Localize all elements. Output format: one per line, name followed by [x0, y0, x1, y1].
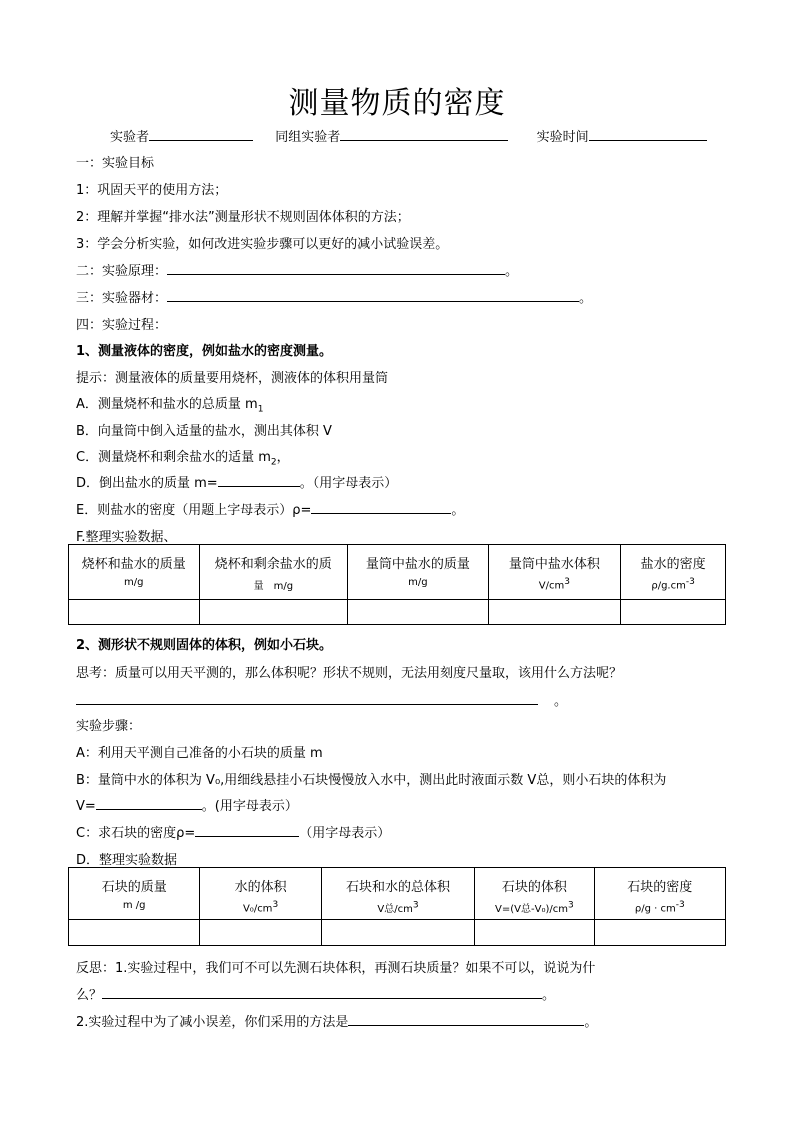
step-c2-blank[interactable] [195, 823, 299, 837]
data-cell[interactable] [69, 920, 200, 946]
reflect-q1b: 么？ [76, 988, 103, 1003]
part1-step-c [76, 446, 290, 468]
data-cell[interactable] [475, 920, 594, 946]
unit-main: V₀/cm [242, 903, 273, 915]
principle-blank[interactable] [167, 261, 505, 275]
unit-main: ρ/g.cm [651, 580, 686, 592]
unit-text [475, 900, 593, 915]
data-cell[interactable] [348, 600, 489, 625]
unit-sup: -3 [685, 577, 695, 587]
reflect-q2-text: 2.实验过程中为了减小误差，你们采用的方法是 [76, 1015, 349, 1030]
partner-label: 同组实验者 [275, 130, 341, 145]
unit-text [322, 900, 474, 915]
header-text: 石块的密度 [627, 880, 693, 895]
step-d-text: D．倒出盐水的质量 m= [76, 476, 218, 491]
header-line [110, 126, 707, 145]
unit-text: m/g [124, 577, 144, 588]
header-text: 石块和水的总体积 [345, 880, 450, 895]
unit-text: 量 m/g [253, 581, 294, 592]
header-text: 石块的质量 [101, 880, 167, 895]
part2-step-b: B：量筒中水的体积为 V₀,用细线悬挂小石块慢慢放入水中，测出此时液面示数 V总，则小石块的体积为 [76, 773, 667, 788]
unit-text [200, 900, 320, 914]
header-text: 石块的体积 [501, 880, 567, 895]
steps-label: 实验步骤： [76, 719, 142, 734]
part1-step-a [76, 393, 263, 415]
reflect-q1-cont [76, 984, 555, 1003]
step-a-subscript: 1 [257, 404, 264, 415]
table-header-cell [621, 545, 726, 600]
equipment-blank[interactable] [167, 288, 579, 302]
table-data-row [69, 600, 726, 625]
part1-step-b: B．向量筒中倒入适量的盐水，测出其体积 V [76, 424, 332, 439]
unit-text [489, 577, 621, 591]
unit-sup: 3 [564, 577, 570, 587]
table-header-cell [348, 545, 489, 600]
unit-sup: 3 [412, 900, 419, 911]
data-cell[interactable] [621, 600, 726, 625]
header-text: 水的体积 [234, 880, 287, 895]
part1-step-d [76, 472, 397, 491]
unit-text: m /g [122, 900, 146, 911]
step-b-post: 。(用字母表示） [201, 799, 298, 814]
unit-text [595, 900, 725, 914]
think-end: 。 [554, 694, 568, 709]
reflect-q1-blank[interactable] [102, 985, 542, 999]
data-cell[interactable] [199, 600, 348, 625]
step-e-text: E．则盐水的密度（用题上字母表示）ρ= [76, 503, 312, 518]
unit-main: ρ/g · cm [634, 903, 676, 915]
part1-heading: 1、测量液体的密度，例如盐水的密度测量。 [76, 344, 333, 359]
step-d-blank[interactable] [218, 473, 300, 487]
step-c-text: C．测量烧杯和剩余盐水的适量 m [76, 450, 271, 465]
unit-sup: 3 [567, 900, 574, 911]
step-c-subscript: 2 [270, 457, 277, 468]
part1-hint: 提示：测量液体的质量要用烧杯，测液体的体积用量筒 [76, 371, 389, 386]
experimenter-blank[interactable] [149, 127, 253, 141]
step-c2-text: C：求石块的密度ρ= [76, 826, 196, 841]
page-title: 测量物质的密度 [288, 86, 506, 121]
section-1-heading: 一：实验目标 [76, 156, 155, 171]
header-text: 烧杯和盐水的质量 [81, 557, 186, 572]
step-a-text: A．测量烧杯和盐水的总质量 m [76, 397, 258, 412]
salt-water-table [68, 544, 726, 625]
table-header-row [69, 868, 726, 920]
part2-step-c [76, 822, 390, 841]
partner-blank[interactable] [340, 127, 508, 141]
unit-text: m/g [408, 577, 428, 588]
header-text: 盐水的密度 [640, 557, 706, 572]
reflect-q1: 反思：1.实验过程中，我们可不可以先测石块体积，再测石块质量？如果不可以，说说为什 [76, 961, 596, 976]
step-b-v: V= [76, 799, 96, 814]
equipment-line [76, 287, 592, 306]
table-data-row [69, 920, 726, 946]
step-c-end: ， [276, 450, 290, 465]
time-blank[interactable] [589, 127, 707, 141]
data-cell[interactable] [69, 600, 200, 625]
data-cell[interactable] [488, 600, 621, 625]
think-answer-line [76, 690, 567, 709]
process-heading: 四：实验过程： [76, 318, 168, 333]
step-e-post: 。 [451, 503, 465, 518]
table-header-cell [69, 545, 200, 600]
data-cell[interactable] [594, 920, 725, 946]
table-header-cell [475, 868, 594, 920]
objective-3: 3：学会分析实验，如何改进实验步骤可以更好的减小试验误差。 [76, 237, 449, 252]
part2-step-b-cont [76, 795, 298, 814]
table-header-cell [488, 545, 621, 600]
unit-sup: -3 [675, 900, 685, 910]
table-header-cell [69, 868, 200, 920]
table-header-cell [199, 545, 348, 600]
reflect-q1-end: 。 [542, 988, 556, 1003]
time-label: 实验时间 [536, 130, 589, 145]
stone-table [68, 867, 726, 946]
table-header-cell [200, 868, 321, 920]
header-text: 烧杯和剩余盐水的质 [214, 557, 332, 572]
reflect-q2-end: 。 [584, 1015, 598, 1030]
principle-end: 。 [505, 264, 519, 279]
unit-sup: 3 [272, 900, 279, 910]
think-blank[interactable] [76, 691, 538, 705]
unit-main: V=(V总-V₀)/cm [495, 904, 568, 915]
part2-heading: 2、测形状不规则固体的体积，例如小石块。 [76, 638, 333, 653]
part1-step-e [76, 499, 464, 518]
table-header-cell [594, 868, 725, 920]
step-b-blank[interactable] [96, 796, 202, 810]
part1-step-f: F.整理实验数据、 [76, 530, 177, 545]
part2-think: 思考：质量可以用天平测的，那么体积呢？形状不规则，无法用刻度尺量取，该用什么方法呢？ [76, 666, 623, 681]
objective-1: 1：巩固天平的使用方法； [76, 183, 228, 198]
reflect-q2-blank[interactable] [348, 1012, 584, 1026]
data-cell[interactable] [200, 920, 321, 946]
step-e-blank[interactable] [311, 500, 451, 514]
part2-step-a: A：利用天平测自己准备的小石块的质量 m [76, 746, 323, 761]
principle-line [76, 260, 518, 279]
unit-text [621, 577, 725, 591]
reflect-q2 [76, 1011, 597, 1030]
experimenter-label: 实验者 [110, 130, 150, 145]
equipment-label: 三：实验器材： [76, 291, 168, 306]
unit-main: V总/cm [377, 904, 413, 915]
data-cell[interactable] [321, 920, 474, 946]
table-header-cell [321, 868, 474, 920]
equipment-end: 。 [579, 291, 593, 306]
objective-2: 2：理解并掌握“排水法”测量形状不规则固体体积的方法； [76, 210, 410, 225]
table-header-row [69, 545, 726, 600]
step-d-post: 。（用字母表示） [299, 476, 398, 491]
unit-main: V/cm [538, 580, 565, 592]
step-c2-post: （用字母表示） [299, 826, 391, 841]
header-text: 量筒中盐水的质量 [365, 557, 470, 572]
part2-step-d: D．整理实验数据 [76, 853, 178, 868]
header-text: 量筒中盐水体积 [508, 557, 600, 572]
principle-label: 二：实验原理： [76, 264, 168, 279]
